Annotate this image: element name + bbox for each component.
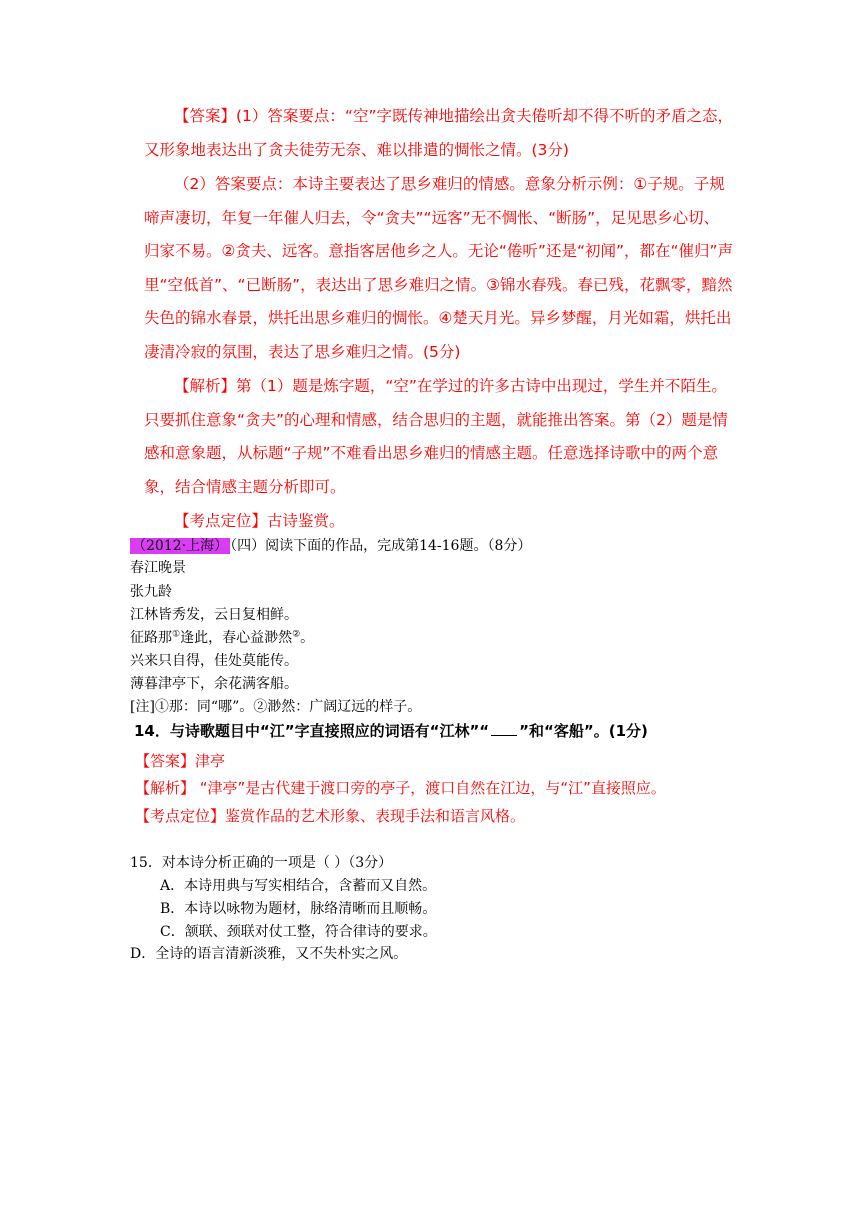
poem-line-2: 征路那①逢此，春心益渺然②。 [130,629,315,646]
section-header [130,536,531,556]
answer-1: 【答案】(1）答案要点：“空”字既传神地描绘出贪夫倦听却不得不听的矛盾之态，又形象地表达出了贪夫徒劳无奈、难以排遣的惆怅之情。(3分) [144,107,733,159]
poem-note: [注]①那：同“哪”。②渺然：广阔辽远的样子。 [130,699,422,715]
poem-author: 张九龄 [130,584,172,600]
analysis-1: 【解析】第（1）题是炼字题，“空”在学过的许多古诗中出现过，学生并不陌生。只要抓住意象“贪夫”的心理和情感，结合思归的主题，就能推出答案。第（2）题是情感和意象题，从标题“子规”不难看出思乡难归的情感主题。任意选择诗歌中的两个意象，结合情感主题分析即可。 [144,377,728,496]
option-c: C．颔联、颈联对仗工整，符合律诗的要求。 [160,924,437,940]
poem-line-4: 薄暮津亭下，余花满客船。 [130,676,298,692]
poem-title: 春江晚景 [130,560,186,576]
q14-answer: 【答案】津亭 [135,752,226,770]
answer-2: （2）答案要点：本诗主要表达了思乡难归的情感。意象分析示例：①子规。子规啼声凄切，年复一年催人归去，令“贪夫”“远客”无不惆怅、“断肠”，足见思乡心切、归家不易。②贪夫、远客。意指客居他乡之人。无论“倦听”还是“初闻”，都在“催归”声里“空低首”、“已断肠”，表达出了思乡难归之情。③锦水春残。春已残，花飘零，黯然失色的锦水春景，烘托出思乡难归的惆怅。④楚天月光。异乡梦醒，月光如霜，烘托出凄清冷寂的氛围，表达了思乡难归之情。(5分) [144,175,734,361]
answer-blank [491,735,517,736]
question-15: 15．对本诗分析正确的一项是（ ）（3分） [130,855,393,871]
option-d: D．全诗的语言清新淡雅，又不失朴实之风。 [130,946,408,962]
option-a: A．本诗用典与写实相结合，含蓄而又自然。 [160,878,437,894]
source-tag: （2012·上海） [132,538,229,554]
option-b: B．本诗以咏物为题材，脉络清晰而且顺畅。 [160,901,437,917]
section-intro: （四）阅读下面的作品，完成第14-16题。（8分） [230,538,532,554]
question-14: 14．与诗歌题目中“江”字直接照应的词语有“江林”“ ”和“客船”。(1分) [134,722,648,740]
kaodian-1: 【考点定位】古诗鉴赏。 [174,512,345,530]
q14-kaodian: 【考点定位】鉴赏作品的艺术形象、表现手法和语言风格。 [135,807,526,825]
poem-line-3: 兴来只自得，佳处莫能传。 [130,653,298,669]
poem-line-1: 江林皆秀发，云日复相鲜。 [130,607,298,623]
q14-analysis: 【解析】 “津亭”是古代建于渡口旁的亭子，渡口自然在江边，与“江”直接照应。 [135,779,666,797]
